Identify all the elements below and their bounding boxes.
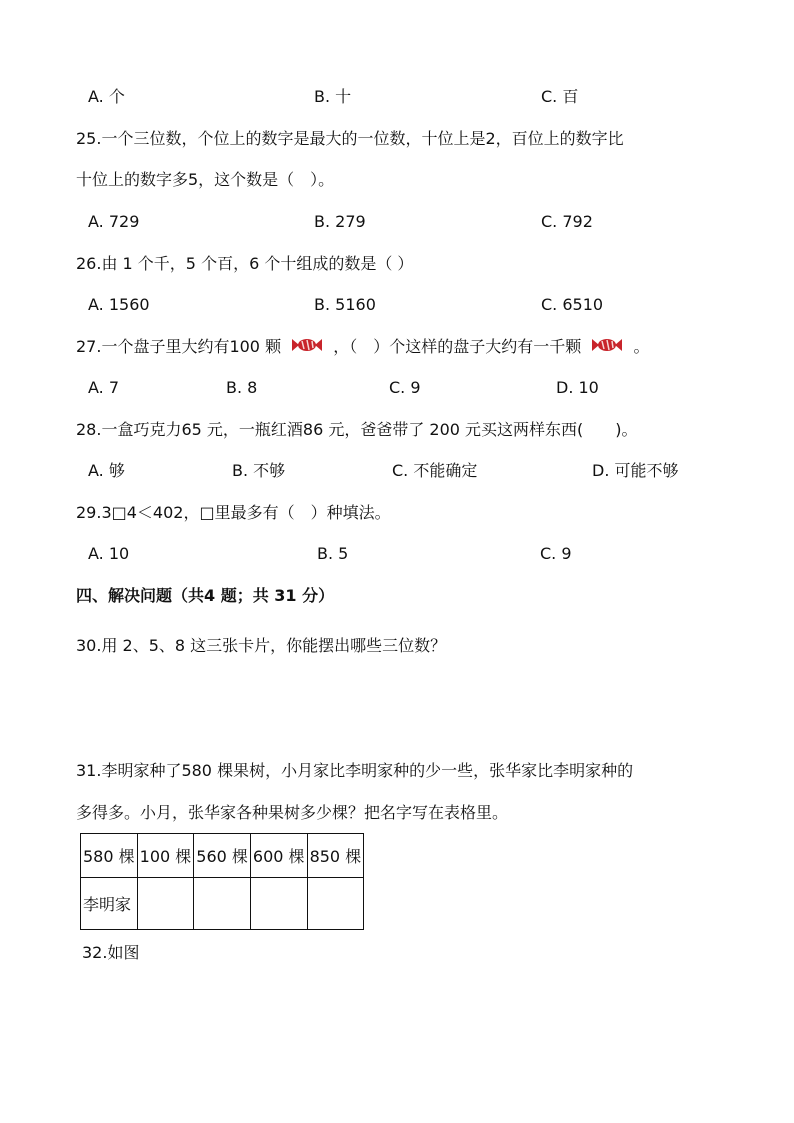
q25-option-b: B. 279	[314, 212, 366, 231]
q32-question: 32.如图	[82, 943, 140, 962]
q28-question: 28.一盒巧克力65 元，一瓶红酒86 元，爸爸带了 200 元买这两样东西( )。	[76, 420, 638, 439]
candy-icon	[590, 337, 624, 359]
q28-option-a: A. 够	[88, 461, 125, 480]
q26-option-b: B. 5160	[314, 295, 376, 314]
q28-option-b: B. 不够	[232, 461, 286, 480]
q31-question-line1: 31.李明家种了580 棵果树，小月家比李明家种的少一些，张华家比李明家种的	[76, 761, 634, 780]
q29-option-a: A. 10	[88, 544, 130, 563]
q29-option-c: C. 9	[540, 544, 572, 563]
answer-cell[interactable]	[137, 878, 194, 930]
table-name-cell: 李明家	[81, 878, 138, 930]
answer-cell[interactable]	[194, 878, 251, 930]
q27-text-part3: 。	[633, 337, 650, 356]
answer-table	[80, 833, 364, 930]
q26-option-c: C. 6510	[541, 295, 604, 314]
table-header-cell: 560 棵	[194, 834, 251, 878]
table-header-cell: 600 棵	[250, 834, 307, 878]
q25-option-a: A. 729	[88, 212, 140, 231]
q29-question: 29.3□4＜402，□里最多有（ ）种填法。	[76, 503, 391, 522]
q26-option-a: A. 1560	[88, 295, 150, 314]
table-header-cell: 580 棵	[81, 834, 138, 878]
q27-option-c: C. 9	[389, 378, 421, 397]
q24-option-b: B. 十	[314, 87, 352, 106]
q26-question: 26.由 1 个千，5 个百，6 个十组成的数是（ ）	[76, 254, 414, 273]
q25-option-c: C. 792	[541, 212, 593, 231]
candy-icon	[290, 337, 324, 359]
answer-cell[interactable]	[250, 878, 307, 930]
q28-option-d: D. 可能不够	[592, 461, 679, 480]
section-heading: 四、解决问题（共4 题；共 31 分）	[76, 586, 335, 605]
q25-question-line2: 十位上的数字多5，这个数是（ ）。	[76, 170, 335, 189]
answer-cell[interactable]	[307, 878, 364, 930]
q27-question	[76, 336, 649, 359]
q27-option-b: B. 8	[226, 378, 258, 397]
q28-option-c: C. 不能确定	[392, 461, 478, 480]
q30-question: 30.用 2、5、8 这三张卡片，你能摆出哪些三位数？	[76, 636, 447, 655]
q27-text-part2: ，（ ）个这样的盘子大约有一千颗	[333, 337, 582, 356]
table-header-cell: 100 棵	[137, 834, 194, 878]
q27-text-part1: 27.一个盘子里大约有100 颗	[76, 337, 282, 356]
q25-question-line1: 25.一个三位数，个位上的数字是最大的一位数，十位上是2，百位上的数字比	[76, 129, 624, 148]
q24-option-c: C. 百	[541, 87, 579, 106]
table-header-cell: 850 棵	[307, 834, 364, 878]
q27-option-d: D. 10	[556, 378, 599, 397]
q24-option-a: A. 个	[88, 87, 125, 106]
q29-option-b: B. 5	[317, 544, 349, 563]
q27-option-a: A. 7	[88, 378, 120, 397]
q31-question-line2: 多得多。小月，张华家各种果树多少棵？把名字写在表格里。	[76, 803, 509, 822]
